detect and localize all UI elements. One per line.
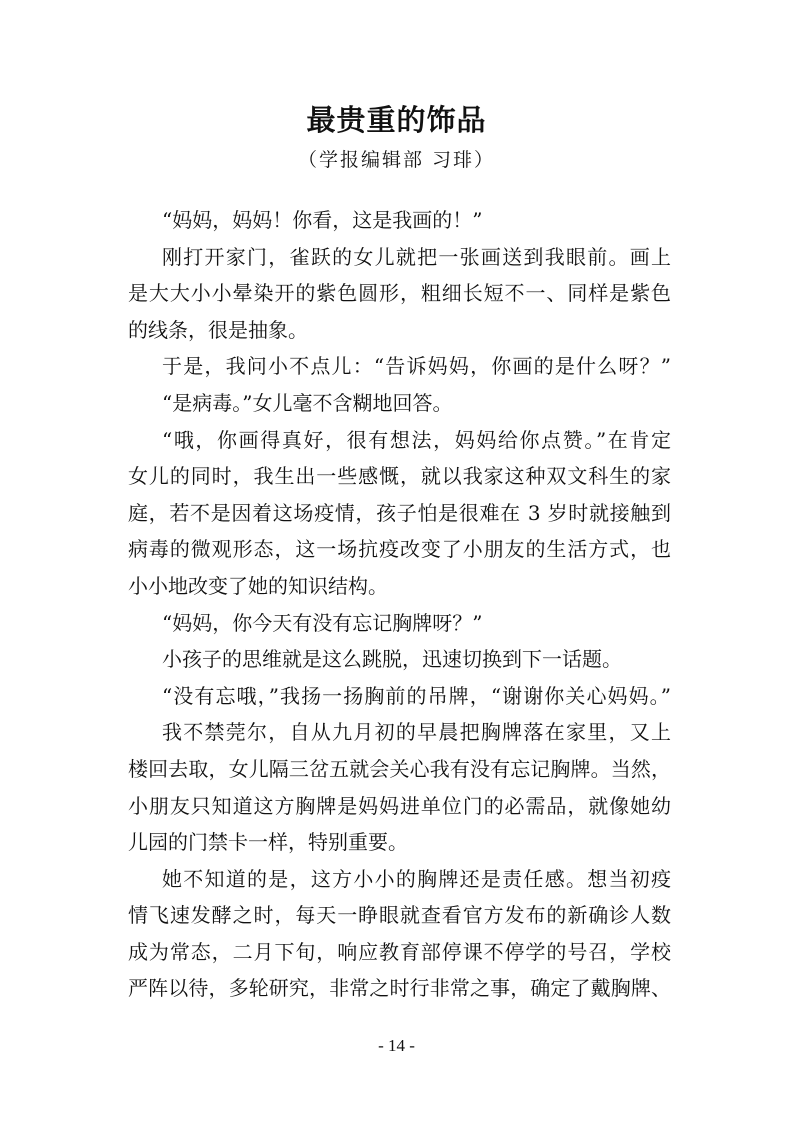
body-line: 我不禁莞尔，自从九月初的早晨把胸牌落在家里，又上 xyxy=(162,720,671,745)
body-line: 是大大小小晕染开的紫色圆形，粗细长短不一、同样是紫色 xyxy=(128,281,671,306)
body-line: 于是，我问小不点儿：“告诉妈妈，你画的是什么呀？” xyxy=(162,354,671,379)
body-line: “妈妈，妈妈！你看，这是我画的！” xyxy=(162,208,483,232)
body-line: 病毒的微观形态，这一场抗疫改变了小朋友的生活方式，也 xyxy=(128,537,671,562)
body-line: “是病毒。”女儿毫不含糊地回答。 xyxy=(162,390,453,415)
body-line: 情飞速发酵之时，每天一睁眼就查看官方发布的新确诊人数 xyxy=(128,903,671,928)
article-title: 最贵重的饰品 xyxy=(306,103,487,137)
body-line: “哦，你画得真好，很有想法，妈妈给你点赞。”在肯定 xyxy=(162,427,671,452)
body-line: 小小地改变了她的知识结构。 xyxy=(128,573,388,598)
body-line: 楼回去取，女儿隔三岔五就会关心我有没有忘记胸牌。当然， xyxy=(128,756,671,781)
body-line: 庭，若不是因着这场疫情，孩子怕是很难在 3 岁时就接触到 xyxy=(128,500,671,525)
body-line: 她不知道的是，这方小小的胸牌还是责任感。想当初疫 xyxy=(162,866,671,891)
body-line: 的线条，很是抽象。 xyxy=(128,317,308,342)
body-line: 女儿的同时，我生出一些感慨，就以我家这种双文科生的家 xyxy=(128,464,671,489)
body-line: 刚打开家门，雀跃的女儿就把一张画送到我眼前。画上 xyxy=(162,244,671,269)
body-line: “没有忘哦，”我扬一扬胸前的吊牌，“谢谢你关心妈妈。” xyxy=(162,683,671,708)
body-line: 小朋友只知道这方胸牌是妈妈进单位门的必需品，就像她幼 xyxy=(128,793,671,818)
body-line: 严阵以待，多轮研究，非常之时行非常之事，确定了戴胸牌、 xyxy=(128,976,671,1001)
body-line: “妈妈，你今天有没有忘记胸牌呀？” xyxy=(162,610,483,635)
body-line: 儿园的门禁卡一样，特别重要。 xyxy=(128,830,408,855)
body-line: 成为常态，二月下旬，响应教育部停课不停学的号召，学校 xyxy=(128,939,671,964)
body-line: 小孩子的思维就是这么跳脱，迅速切换到下一话题。 xyxy=(162,647,622,672)
article-body xyxy=(128,202,671,1007)
page-number: - 14 - xyxy=(378,1036,415,1055)
article-byline: （学报编辑部 习琲） xyxy=(297,149,496,171)
